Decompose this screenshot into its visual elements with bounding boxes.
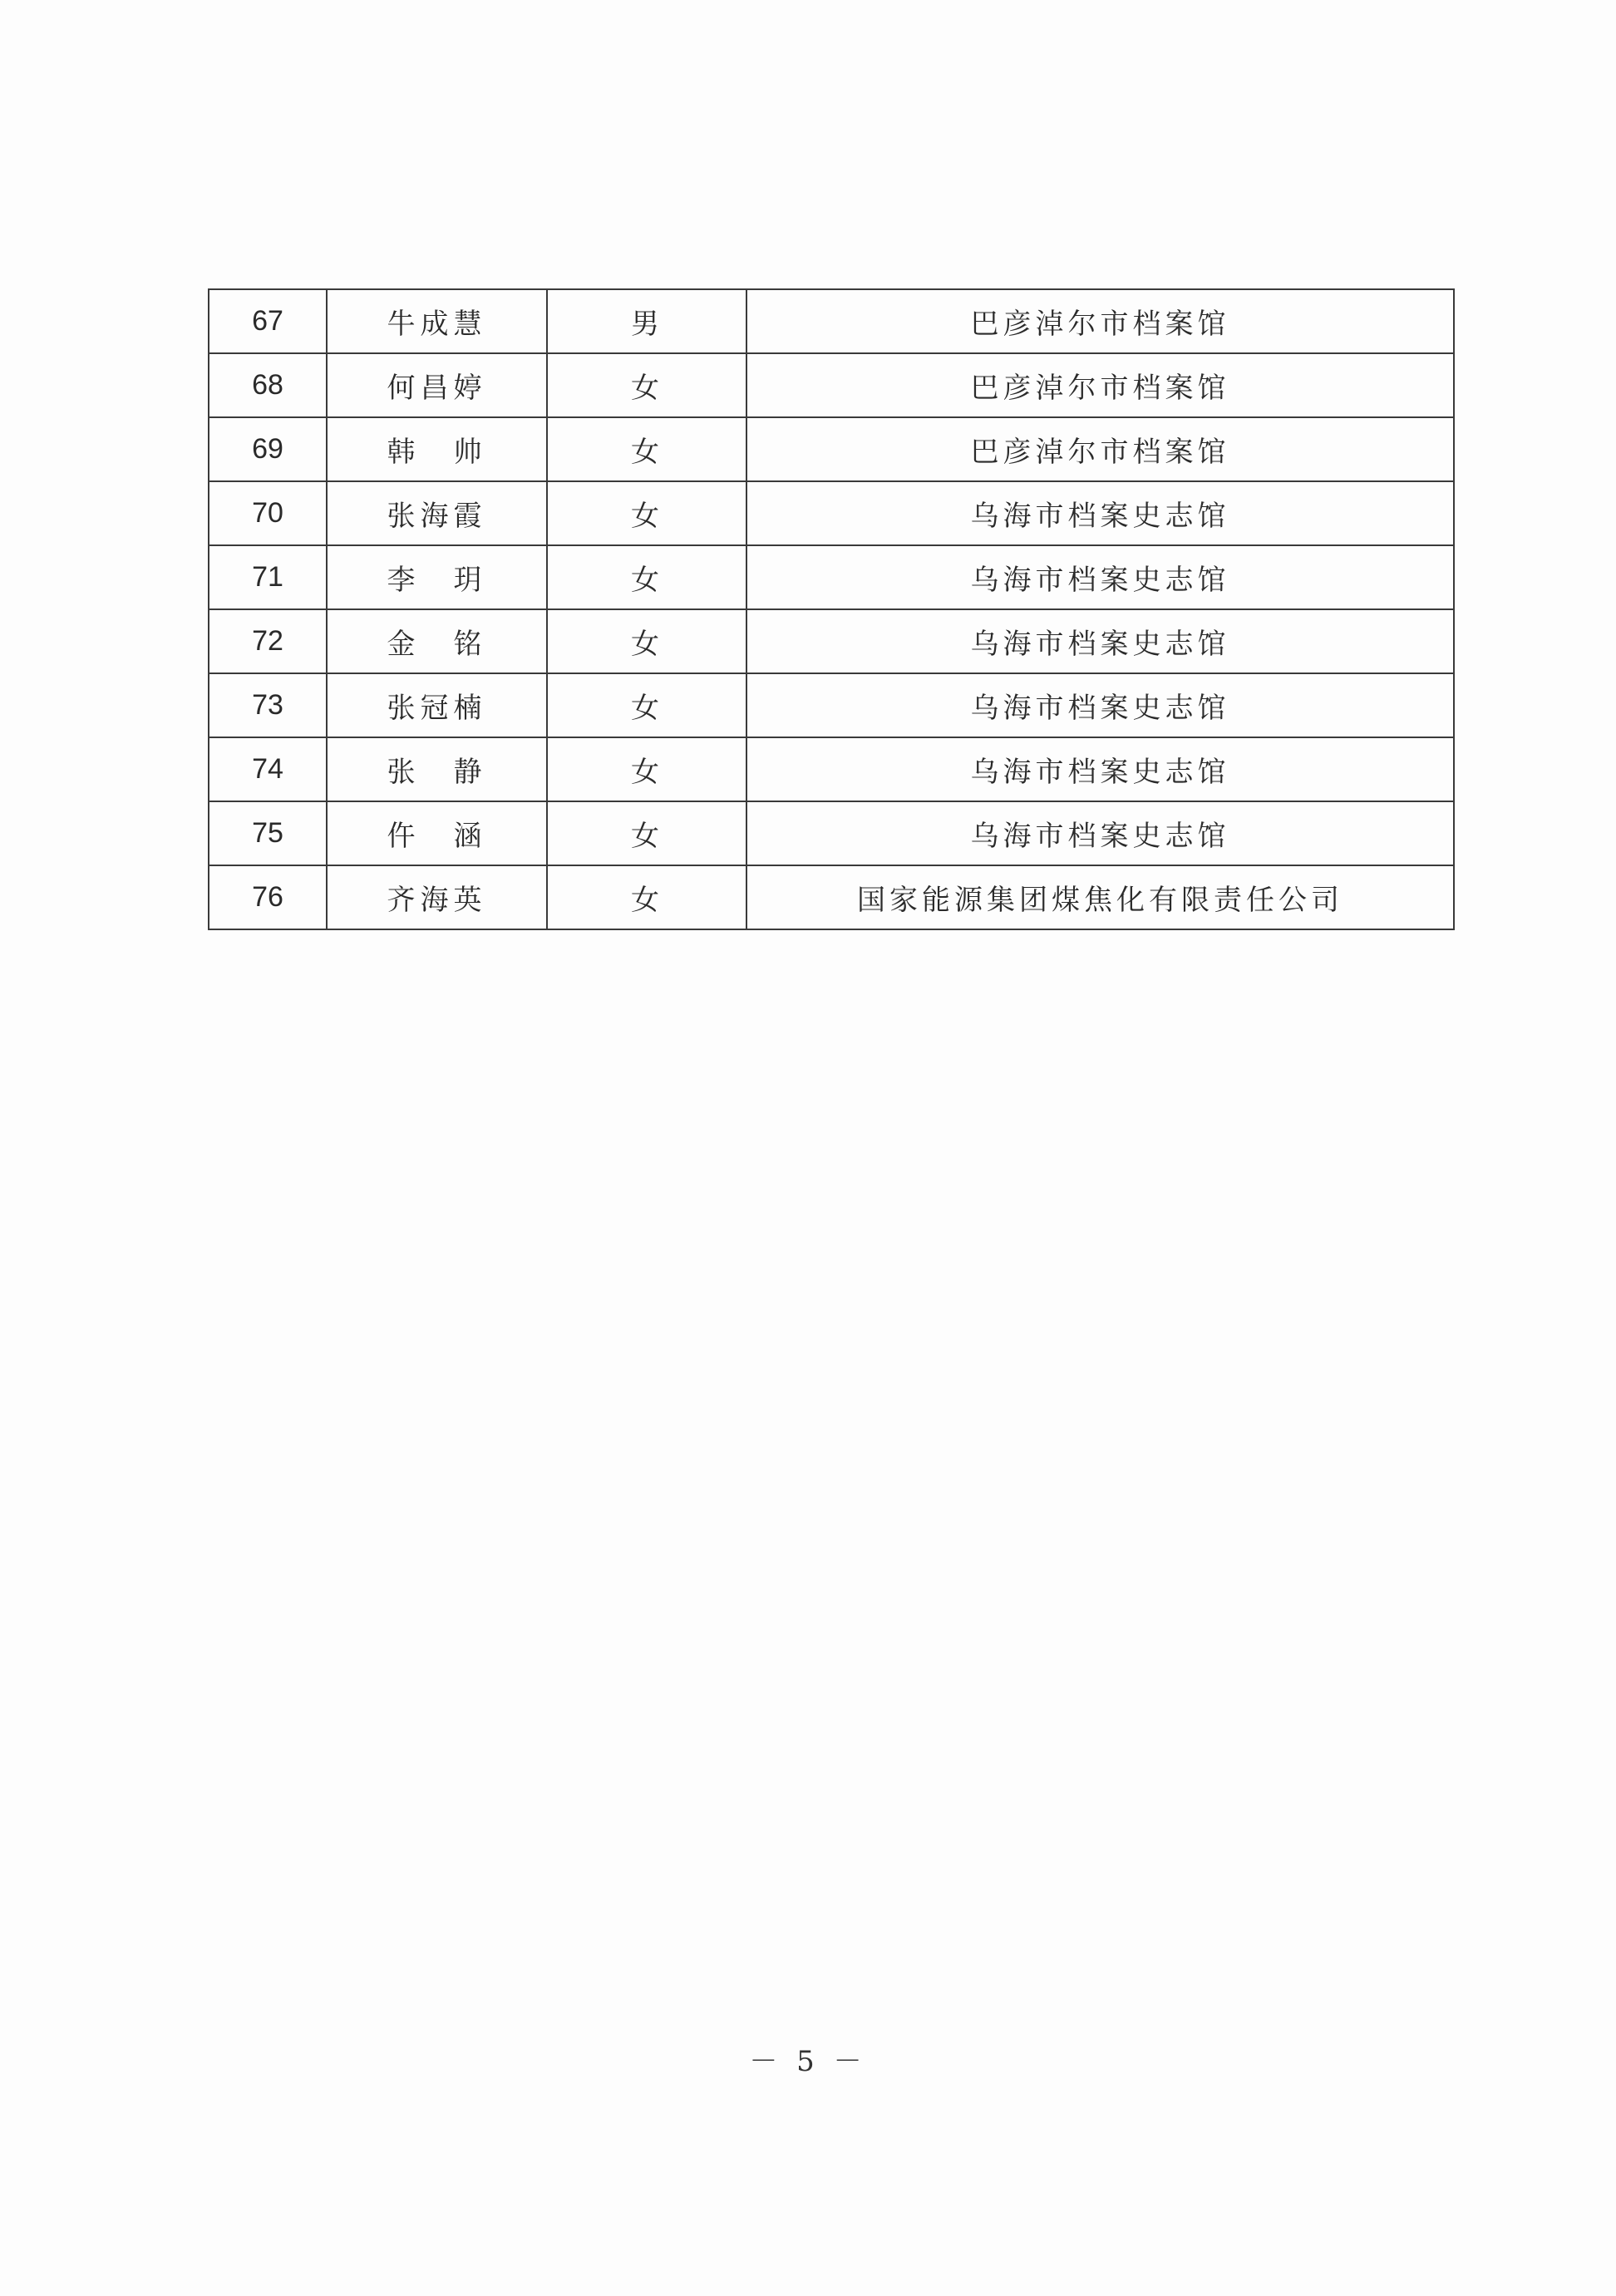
unit-cell: 乌海市档案史志馆 xyxy=(746,545,1454,609)
table-row xyxy=(209,481,1454,545)
unit-cell: 乌海市档案史志馆 xyxy=(746,673,1454,737)
unit-cell: 乌海市档案史志馆 xyxy=(746,737,1454,801)
name-cell: 张 静 xyxy=(327,737,547,801)
row-number-cell: 69 xyxy=(209,417,327,481)
unit-cell: 乌海市档案史志馆 xyxy=(746,801,1454,865)
roster-table-body xyxy=(209,289,1454,929)
table-row xyxy=(209,801,1454,865)
table-row xyxy=(209,545,1454,609)
gender-cell: 女 xyxy=(547,417,746,481)
name-cell: 张冠楠 xyxy=(327,673,547,737)
row-number-cell: 70 xyxy=(209,481,327,545)
unit-cell: 巴彦淖尔市档案馆 xyxy=(746,353,1454,417)
gender-cell: 女 xyxy=(547,673,746,737)
table-row xyxy=(209,673,1454,737)
table-row xyxy=(209,737,1454,801)
unit-cell: 巴彦淖尔市档案馆 xyxy=(746,289,1454,353)
gender-cell: 女 xyxy=(547,609,746,673)
gender-cell: 女 xyxy=(547,801,746,865)
row-number-cell: 74 xyxy=(209,737,327,801)
unit-cell: 国家能源集团煤焦化有限责任公司 xyxy=(746,865,1454,929)
gender-cell: 女 xyxy=(547,545,746,609)
row-number-cell: 75 xyxy=(209,801,327,865)
name-cell: 张海霞 xyxy=(327,481,547,545)
unit-cell: 乌海市档案史志馆 xyxy=(746,609,1454,673)
name-cell: 仵 涵 xyxy=(327,801,547,865)
name-cell: 齐海英 xyxy=(327,865,547,929)
gender-cell: 女 xyxy=(547,353,746,417)
table-row xyxy=(209,289,1454,353)
table-row xyxy=(209,609,1454,673)
row-number-cell: 67 xyxy=(209,289,327,353)
name-cell: 金 铭 xyxy=(327,609,547,673)
name-cell: 牛成慧 xyxy=(327,289,547,353)
table-row xyxy=(209,353,1454,417)
row-number-cell: 68 xyxy=(209,353,327,417)
gender-cell: 男 xyxy=(547,289,746,353)
page-number: － 5 － xyxy=(749,2045,867,2078)
gender-cell: 女 xyxy=(547,737,746,801)
unit-cell: 巴彦淖尔市档案馆 xyxy=(746,417,1454,481)
row-number-cell: 71 xyxy=(209,545,327,609)
row-number-cell: 76 xyxy=(209,865,327,929)
table-row xyxy=(209,417,1454,481)
table-row xyxy=(209,865,1454,929)
roster-table xyxy=(208,288,1455,930)
name-cell: 韩 帅 xyxy=(327,417,547,481)
name-cell: 何昌婷 xyxy=(327,353,547,417)
row-number-cell: 72 xyxy=(209,609,327,673)
gender-cell: 女 xyxy=(547,865,746,929)
gender-cell: 女 xyxy=(547,481,746,545)
row-number-cell: 73 xyxy=(209,673,327,737)
unit-cell: 乌海市档案史志馆 xyxy=(746,481,1454,545)
name-cell: 李 玥 xyxy=(327,545,547,609)
